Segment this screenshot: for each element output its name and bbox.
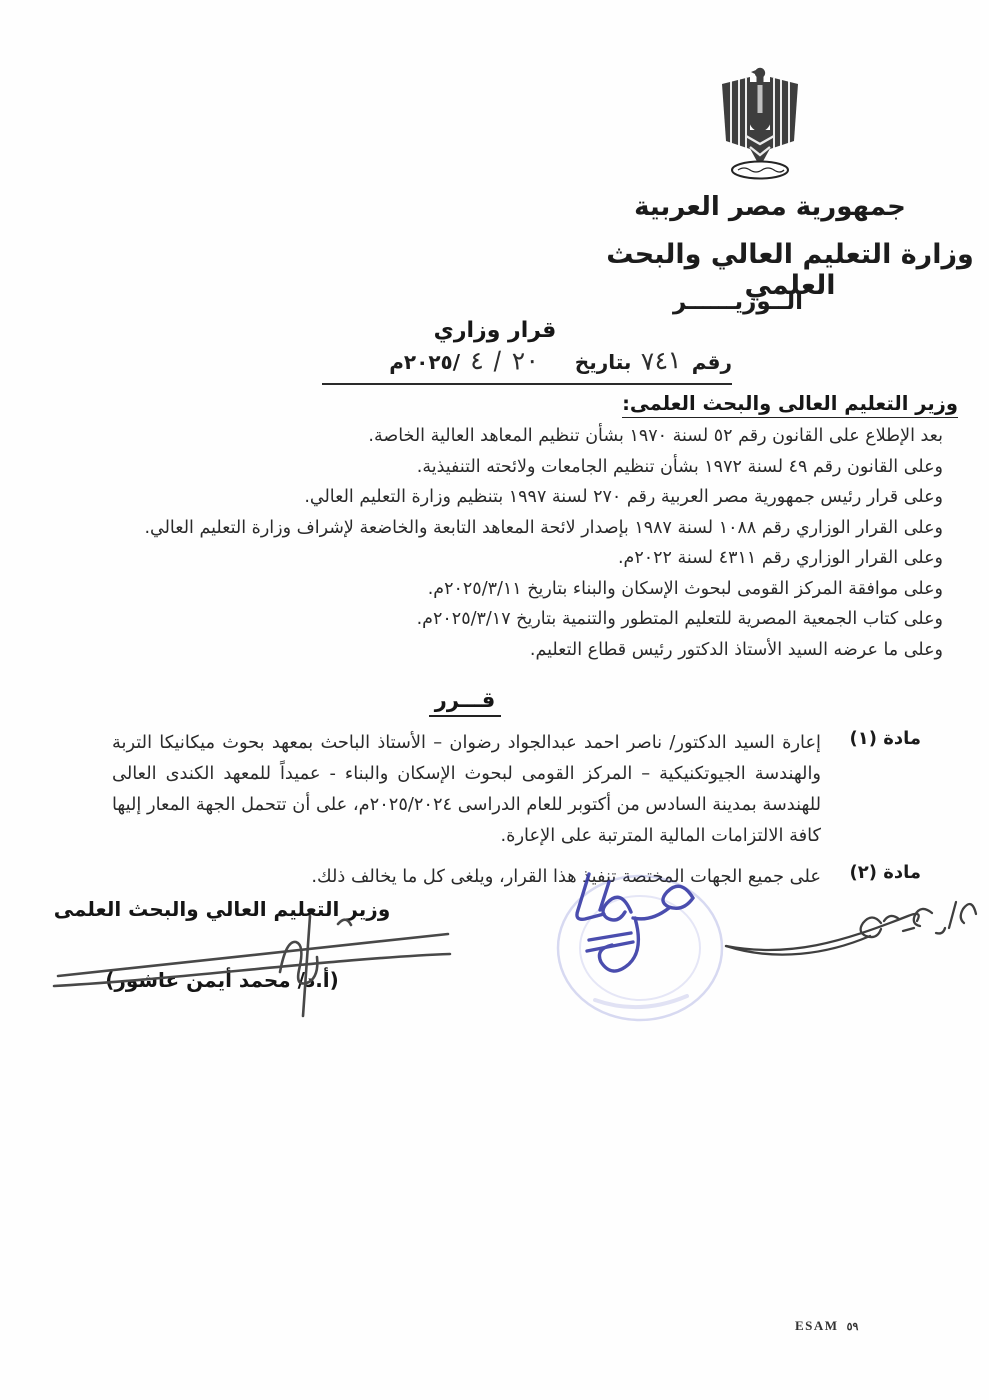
articles-block <box>112 727 921 902</box>
decision-heading: قـــرر <box>385 688 545 717</box>
decree-date-label: بتاريخ <box>574 350 632 374</box>
signature-title: وزير التعليم العالي والبحث العلمى <box>53 897 391 921</box>
footer-reference <box>795 1318 858 1334</box>
signature-name: (أ.د/ محمد أيمن عاشور) <box>105 968 339 992</box>
decree-date-month-handwritten: ٤ <box>469 345 485 376</box>
preamble-block <box>120 421 943 665</box>
decree-date-year: /٢٠٢٥م <box>389 350 461 374</box>
preamble-line: وعلى موافقة المركز القومى لبحوث الإسكان والبناء بتاريخ ٢٠٢٥/٣/١١م. <box>427 578 943 599</box>
article-1 <box>112 727 921 851</box>
preamble-line: وعلى القرار الوزاري رقم ٤٣١١ لسنة ٢٠٢٢م. <box>617 548 943 568</box>
letterhead-republic: جمهورية مصر العربية <box>634 192 906 222</box>
footer-code: ESAM <box>795 1318 839 1333</box>
decree-date-separator: / <box>492 345 503 376</box>
preamble-line: وعلى ما عرضه السيد الأستاذ الدكتور رئيس قطاع التعليم. <box>529 639 943 660</box>
footer-number: ٥٩ <box>846 1321 859 1333</box>
decree-number-label: رقم <box>691 350 732 374</box>
letterhead-minister: الــوزيــــــر <box>672 289 803 315</box>
preamble-line: وعلى قرار رئيس جمهورية مصر العربية رقم ٢٧٠ لسنة ١٩٩٧ بتنظيم وزارة التعليم العالي. <box>304 487 943 507</box>
decree-title: قرار وزاري <box>433 318 557 343</box>
decree-number-line <box>322 346 732 385</box>
preamble-line: بعد الإطلاع على القانون رقم ٥٢ لسنة ١٩٧٠ بشأن تنظيم المعاهد العالية الخاصة. <box>368 426 943 446</box>
article-2-text: على جميع الجهات المختصة تنفيذ هذا القرار، ويلغى كل ما يخالف ذلك. <box>311 866 821 887</box>
true-copy-stamp-icon <box>535 850 745 1022</box>
handwritten-note-icon <box>718 882 986 982</box>
salutation-line: وزير التعليم العالى والبحث العلمى: <box>622 392 958 418</box>
preamble-line: وعلى القانون رقم ٤٩ لسنة ١٩٧٢ بشأن تنظيم الجامعات ولائحته التنفيذية. <box>416 456 943 477</box>
decree-date-day-handwritten: ٢٠ <box>511 345 540 376</box>
letterhead-ministry: وزارة التعليم العالي والبحث العلمي <box>606 239 974 301</box>
minister-signature-icon <box>40 912 460 1022</box>
decree-number-handwritten: ٧٤١ <box>640 344 683 377</box>
article-2-label: مادة (٢) <box>849 862 921 883</box>
article-1-label: مادة (١) <box>849 728 921 749</box>
egypt-coat-of-arms-icon <box>700 64 820 182</box>
article-1-text: إعارة السيد الدكتور/ ناصر احمد عبدالجواد رضوان – الأستاذ الباحث بمعهد بحوث ميكانيكا التربة والهندسة الجيوتكنيكية – المركز القومى لبحوث الإسكان والبناء - عميداً للمعهد الكندى العالى للهندسة بمدينة السادس من أكتوبر للعام الدراسى ٢٠٢٥/٢٠٢٤م، على أن تتحمل الجهة المعار إليها كافة الالتزامات المالية المترتبة على الإعارة. <box>112 732 821 846</box>
preamble-line: وعلى القرار الوزاري رقم ١٠٨٨ لسنة ١٩٨٧ بإصدار لائحة المعاهد التابعة والخاضعة لإشراف وزارة التعليم العالي. <box>144 517 943 538</box>
preamble-line: وعلى كتاب الجمعية المصرية للتعليم المتطور والتنمية بتاريخ ٢٠٢٥/٣/١٧م. <box>416 609 943 629</box>
